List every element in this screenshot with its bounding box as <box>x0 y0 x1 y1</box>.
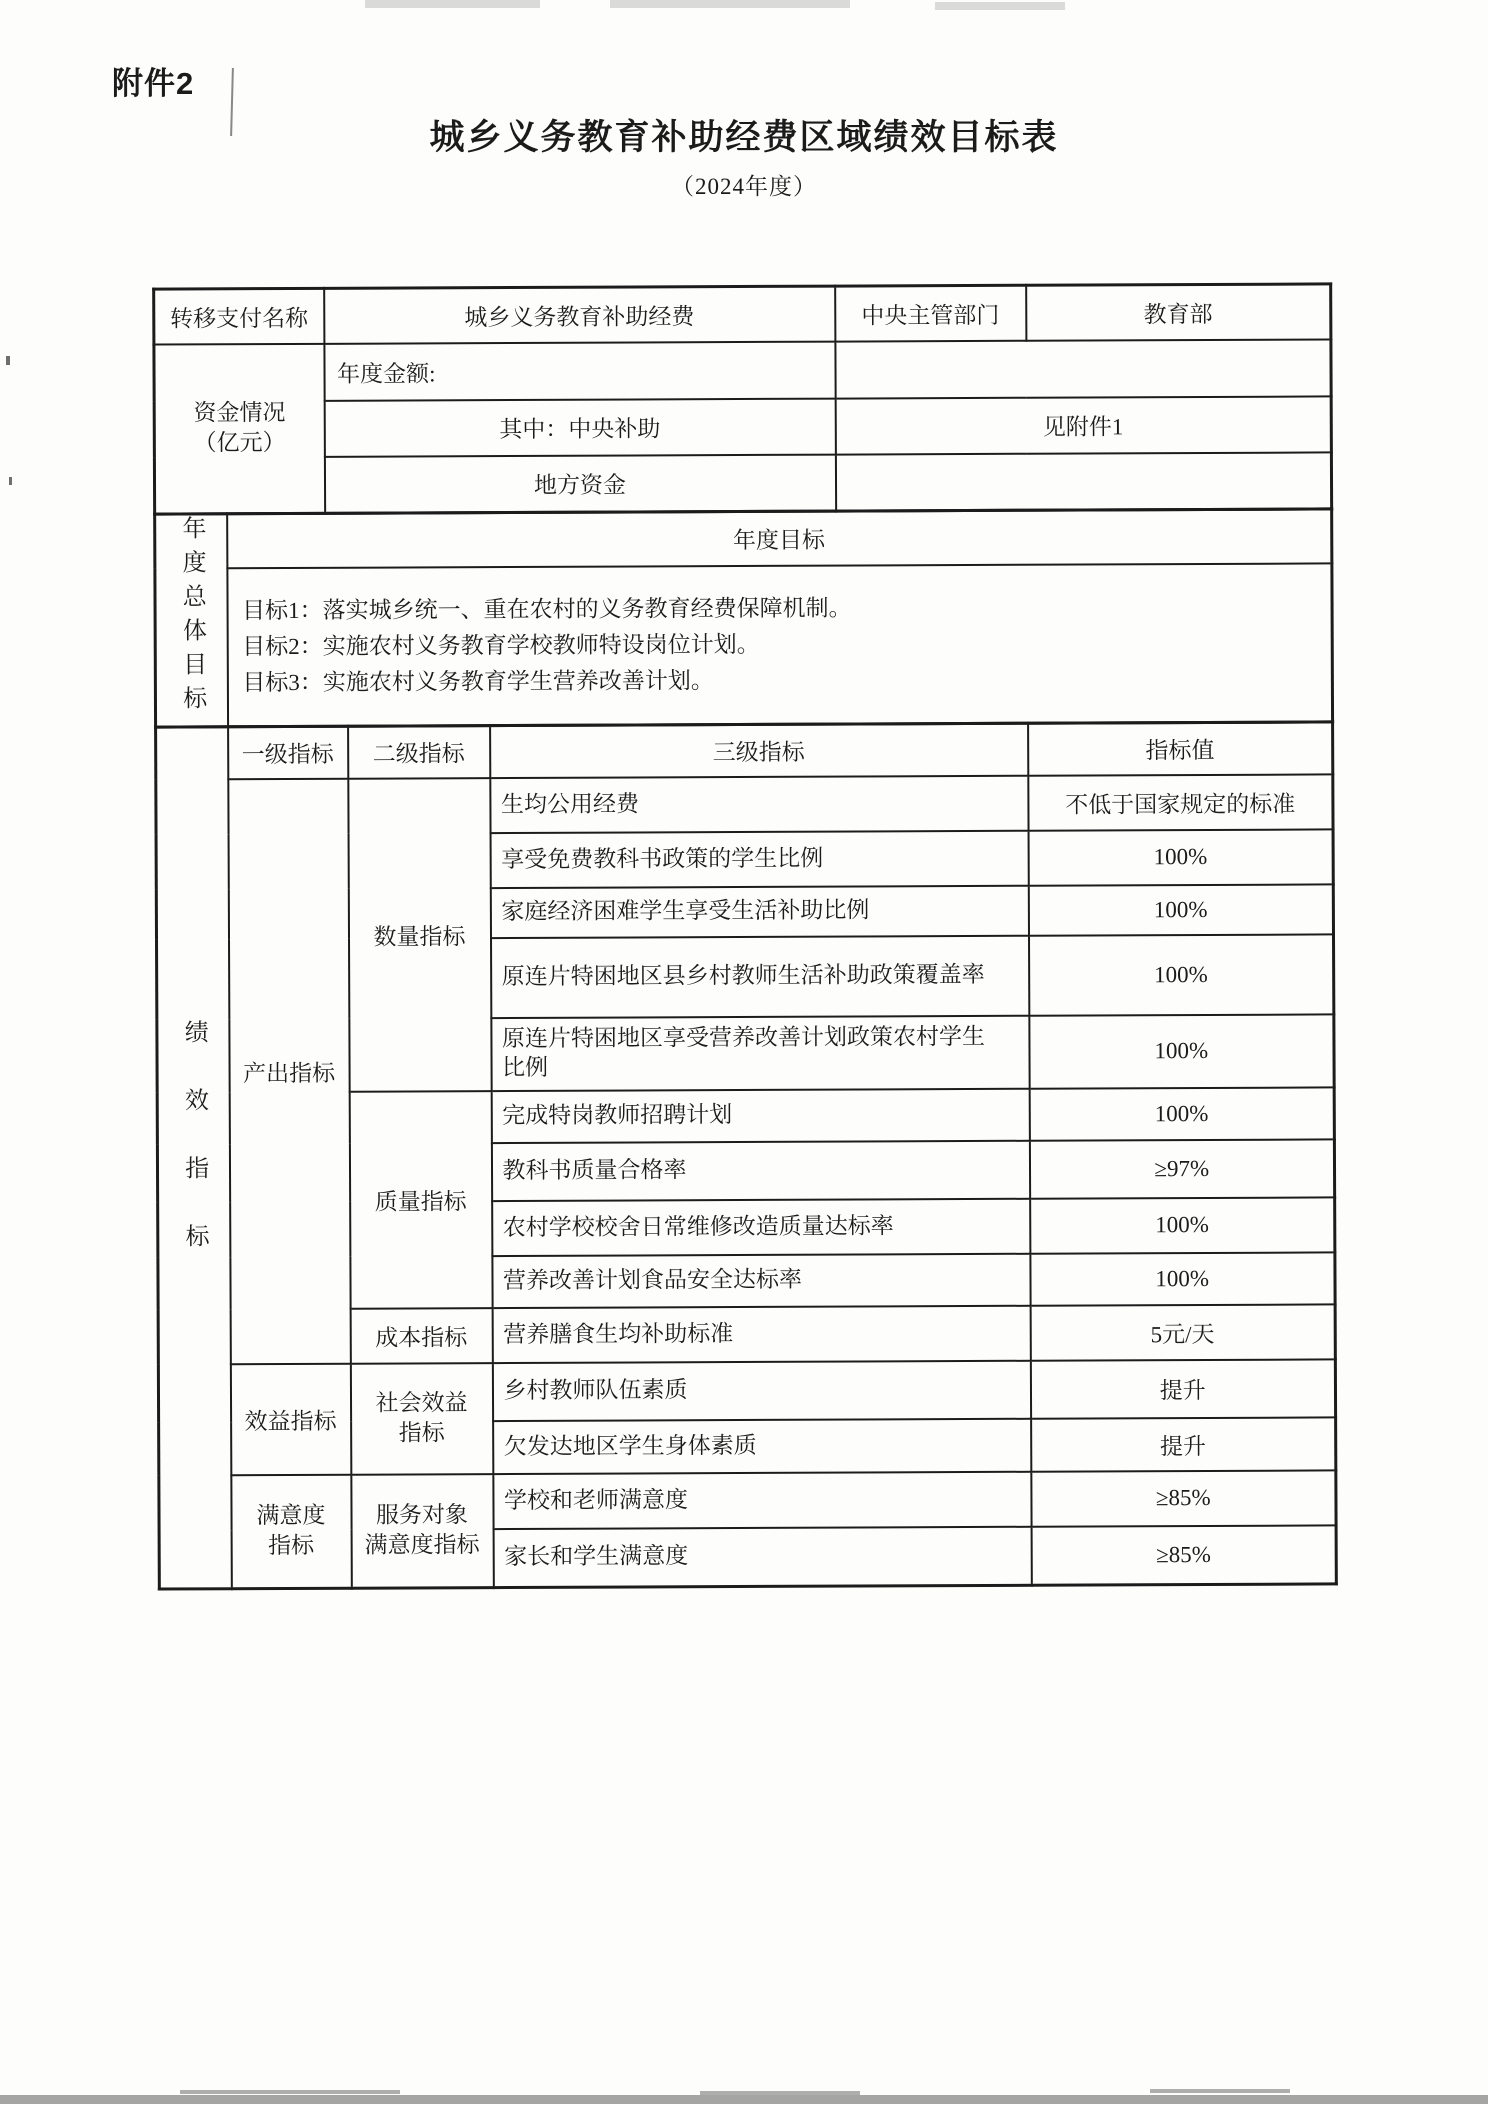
transfer-payment-label: 转移支付名称 <box>154 288 324 344</box>
attachment-label: 附件2 <box>112 66 195 101</box>
l1-output-label: 产出指标 <box>228 778 351 1364</box>
scan-artifact <box>9 477 12 485</box>
funding-side-label: 资金情况 （亿元） <box>154 343 325 514</box>
indicator-value: 100% <box>1028 884 1333 935</box>
central-subsidy-label: 其中：中央补助 <box>324 398 835 456</box>
header-l1: 一级指标 <box>228 726 348 779</box>
annual-goal-header: 年度目标 <box>227 509 1332 568</box>
indicator-value: 100% <box>1029 1087 1334 1140</box>
indicator-name: 完成特岗教师招聘计划 <box>491 1088 1029 1142</box>
performance-target-table <box>152 282 1335 1590</box>
page-subtitle: （2024年度） <box>671 174 817 199</box>
l2-quantity-label: 数量指标 <box>348 778 491 1092</box>
indicator-name: 家庭经济困难学生享受生活补助比例 <box>490 885 1028 937</box>
indicator-value: 100% <box>1028 934 1333 1015</box>
scan-artifact <box>935 2 1065 10</box>
indicator-name: 营养改善计划食品安全达标率 <box>492 1253 1030 1307</box>
scan-artifact <box>700 2091 860 2095</box>
indicator-value: 提升 <box>1031 1417 1336 1471</box>
l2-cost-label: 成本指标 <box>350 1308 492 1364</box>
indicators-table <box>154 720 1338 1590</box>
annual-goals-body <box>227 563 1333 727</box>
table-row <box>154 339 1331 401</box>
l1-satisfaction-label: 满意度 指标 <box>231 1474 351 1589</box>
l2-social-label: 社会效益 指标 <box>350 1363 492 1475</box>
table-row <box>155 509 1332 568</box>
header-funding-table <box>152 282 1333 515</box>
table-row <box>158 1359 1335 1422</box>
indicators-side-text: 绩效指标 <box>180 1018 208 1291</box>
indicator-value: ≥97% <box>1029 1139 1334 1198</box>
indicator-name: 家长和学生满意度 <box>493 1526 1031 1587</box>
indicator-name: 教科书质量合格率 <box>491 1140 1029 1200</box>
indicator-name: 生均公用经费 <box>490 775 1028 832</box>
indicator-name: 原连片特困地区享受营养改善计划政策农村学生 比例 <box>491 1015 1029 1090</box>
local-fund-value <box>835 452 1331 511</box>
header-l2: 二级指标 <box>348 726 490 779</box>
table-row <box>155 563 1333 727</box>
table-row <box>154 452 1331 514</box>
scan-artifact <box>1150 2089 1290 2093</box>
local-fund-label: 地方资金 <box>324 454 835 513</box>
annual-goals-side-label <box>155 514 228 727</box>
indicator-name: 原连片特困地区县乡村教师生活补助政策覆盖率 <box>491 935 1029 1017</box>
annual-goal-line: 目标3：实施农村义务教育学生营养改善计划。 <box>242 667 714 695</box>
central-subsidy-value: 见附件1 <box>835 396 1331 454</box>
indicators-side-label <box>156 727 232 1589</box>
table-row <box>156 722 1333 779</box>
table-row <box>156 774 1333 834</box>
scan-artifact <box>6 356 10 365</box>
indicator-value: 100% <box>1028 829 1333 885</box>
indicator-value: 5元/天 <box>1030 1304 1335 1360</box>
indicator-name: 享受免费教科书政策的学生比例 <box>490 830 1028 887</box>
indicator-value: 100% <box>1030 1252 1335 1305</box>
indicator-value: 提升 <box>1030 1359 1335 1418</box>
scan-artifact <box>365 0 540 8</box>
indicator-name: 农村学校校舍日常维修改造质量达标率 <box>492 1198 1030 1255</box>
scan-artifact <box>180 2090 400 2094</box>
l2-service-label: 服务对象 满意度指标 <box>351 1474 493 1589</box>
table-row <box>154 396 1331 457</box>
header-value: 指标值 <box>1028 722 1333 775</box>
annual-goals-side-text: 年度总体目标 <box>177 515 205 720</box>
central-dept-value: 教育部 <box>1026 284 1331 340</box>
table-row <box>154 284 1331 344</box>
indicator-value: ≥85% <box>1031 1470 1336 1526</box>
central-dept-label: 中央主管部门 <box>835 285 1026 341</box>
annual-goal-line: 目标1：落实城乡统一、重在农村的义务教育经费保障机制。 <box>242 595 852 624</box>
page-title: 城乡义务教育补助经费区域绩效目标表 <box>429 118 1059 157</box>
indicator-value: 100% <box>1030 1197 1335 1253</box>
l1-benefit-label: 效益指标 <box>230 1363 350 1475</box>
indicator-value: 不低于国家规定的标准 <box>1028 774 1333 830</box>
table-row <box>159 1470 1336 1530</box>
indicator-name: 营养膳食生均补助标准 <box>492 1305 1030 1362</box>
indicator-value: 100% <box>1029 1014 1334 1088</box>
indicator-name: 欠发达地区学生身体素质 <box>493 1418 1031 1473</box>
indicator-name: 学校和老师满意度 <box>493 1471 1031 1528</box>
l2-quality-label: 质量指标 <box>349 1091 492 1309</box>
header-l3: 三级指标 <box>490 723 1028 777</box>
indicator-name: 乡村教师队伍素质 <box>492 1360 1030 1420</box>
indicator-value: ≥85% <box>1031 1525 1336 1585</box>
annual-amount-label: 年度金额: <box>324 341 835 400</box>
scan-artifact <box>610 0 850 8</box>
transfer-payment-value: 城乡义务教育补助经费 <box>324 286 835 343</box>
annual-amount-value <box>835 339 1331 398</box>
scan-artifact <box>0 2095 1488 2104</box>
annual-goals-table <box>153 507 1334 728</box>
annual-goal-line: 目标2：实施农村义务教育学校教师特设岗位计划。 <box>242 631 760 660</box>
